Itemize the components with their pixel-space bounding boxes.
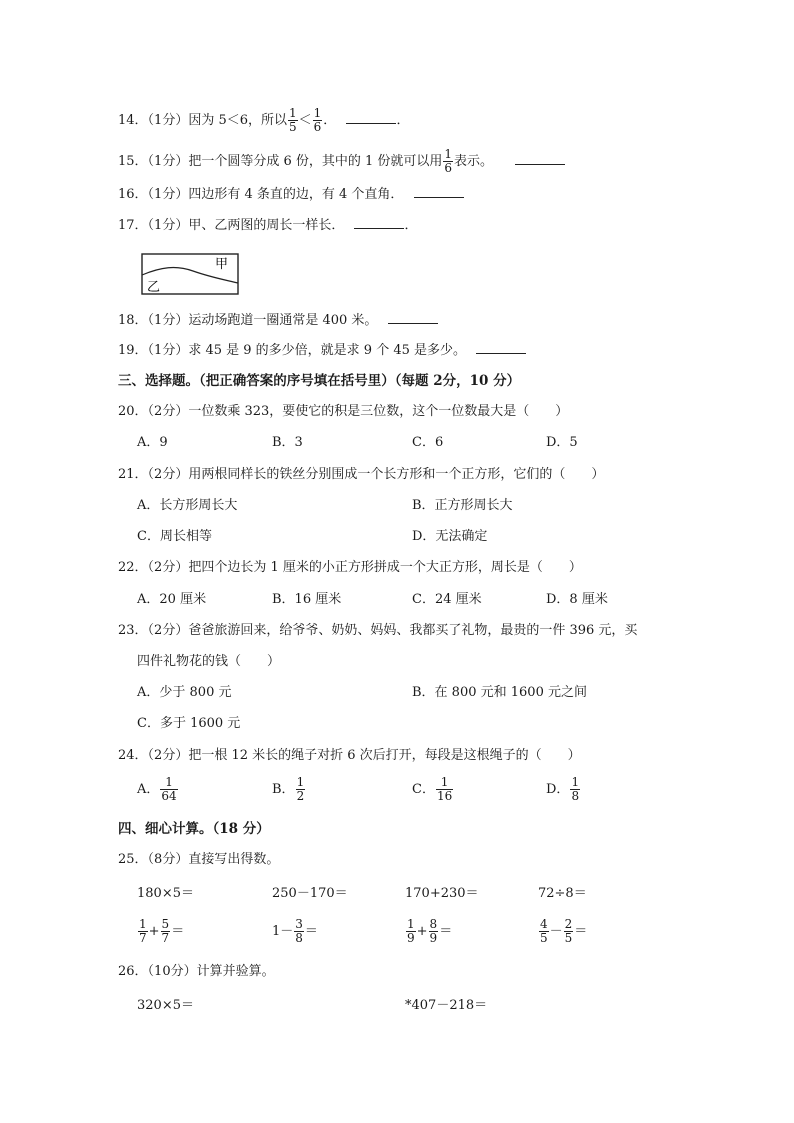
q14-text: 14．（1分）因为 5＜6，所以 [118, 113, 287, 128]
q14-fraction-1: $\frac{1}{5}$ [289, 106, 297, 134]
q15-fraction: $\frac{1}{6}$ [444, 147, 453, 175]
q25-expr-3: 170+230＝ [405, 886, 479, 901]
question-23-continued: 四件礼物花的钱（ ） [137, 654, 281, 669]
question-14: 14．（1分）因为 5＜6，所以 $\frac{1}{5}$ ＜ $\frac{1}{6}$ ． ． [118, 106, 410, 134]
q21-option-c[interactable]: C．周长相等 [137, 529, 212, 544]
q21-option-b[interactable]: B．正方形周长大 [412, 498, 513, 513]
answer-blank-17[interactable] [354, 216, 404, 229]
q22-option-c[interactable]: C．24 厘米 [412, 592, 482, 607]
q20-option-c[interactable]: C．6 [412, 435, 444, 450]
q25-frac-expr-3: $\frac{1}{9}$ + $\frac{8}{9}$ ＝ [407, 917, 453, 945]
q22-option-b[interactable]: B．16 厘米 [272, 592, 342, 607]
q25-expr-4: 72÷8＝ [538, 886, 587, 901]
question-18: 18．（1分）运动场跑道一圈通常是 400 米。 [118, 311, 438, 331]
q25-expr-2: 250－170＝ [272, 886, 348, 901]
question-19: 19．（1分）求 45 是 9 的多少倍，就是求 9 个 45 是多少。 [118, 341, 526, 361]
q26-expr-2: *407－218＝ [405, 998, 488, 1013]
question-24: 24．（2分）把一根 12 米长的绳子对折 6 次后打开，每段是这根绳子的（ ） [118, 748, 581, 763]
q25-frac-expr-2: 1－ $\frac{3}{8}$ ＝ [272, 917, 318, 945]
answer-blank-15[interactable] [515, 152, 565, 165]
question-21: 21．（2分）用两根同样长的铁丝分别围成一个长方形和一个正方形，它们的（ ） [118, 467, 605, 482]
question-25: 25．（8分）直接写出得数。 [118, 852, 280, 867]
q20-option-a[interactable]: A．9 [137, 435, 168, 450]
answer-blank-16[interactable] [414, 185, 464, 198]
q25-expr-1: 180×5＝ [137, 886, 194, 901]
q14-fraction-2: $\frac{1}{6}$ [313, 106, 322, 134]
section-3-title: 三、选择题。（把正确答案的序号填在括号里）（每题 2分，10 分） [118, 373, 521, 389]
q23-option-c[interactable]: C．多于 1600 元 [137, 716, 241, 731]
q20-option-d[interactable]: D．5 [546, 435, 578, 450]
answer-blank-19[interactable] [476, 341, 526, 354]
q26-expr-1: 320×5＝ [137, 998, 194, 1013]
answer-blank-18[interactable] [388, 311, 438, 324]
q17-figure-jia-yi [141, 253, 239, 295]
q25-frac-expr-1: $\frac{1}{7}$ + $\frac{5}{7}$ ＝ [139, 917, 185, 945]
q24-option-d[interactable]: D． $\frac{1}{8}$ [546, 775, 580, 803]
q22-option-a[interactable]: A．20 厘米 [137, 592, 207, 607]
question-26: 26．（10分）计算并验算。 [118, 964, 275, 979]
q21-option-a[interactable]: A．长方形周长大 [137, 498, 238, 513]
question-15: 15．（1分）把一个圆等分成 6 份，其中的 1 份就可以用 $\frac{1}{6}$ 表示。 [118, 148, 565, 175]
label-yi: 乙 [147, 280, 161, 295]
q23-option-b[interactable]: B．在 800 元和 1600 元之间 [412, 685, 587, 700]
section-4-title: 四、细心计算。（18 分） [118, 821, 270, 837]
label-jia: 甲 [215, 257, 229, 272]
question-22: 22．（2分）把四个边长为 1 厘米的小正方形拼成一个大正方形，周长是（ ） [118, 560, 582, 575]
question-17: 17．（1分）甲、乙两图的周长一样长． ． [118, 218, 418, 233]
question-23: 23．（2分）爸爸旅游回来，给爷爷、奶奶、妈妈、我都买了礼物，最贵的一件 396 元，买 [118, 623, 638, 638]
q24-option-c[interactable]: C． $\frac{1}{16}$ [412, 775, 453, 803]
q24-option-b[interactable]: B． $\frac{1}{2}$ [272, 775, 305, 803]
q25-frac-expr-4: $\frac{4}{5}$ － $\frac{2}{5}$ ＝ [540, 917, 588, 945]
q21-option-d[interactable]: D．无法确定 [412, 529, 488, 544]
q17-rectangle-diagram [141, 253, 239, 295]
q23-option-a[interactable]: A．少于 800 元 [137, 685, 232, 700]
q24-option-a[interactable]: A． $\frac{1}{64}$ [137, 775, 177, 803]
q22-option-d[interactable]: D．8 厘米 [546, 592, 608, 607]
question-16: 16．（1分）四边形有 4 条直的边，有 4 个直角． [118, 185, 464, 205]
q20-option-b[interactable]: B．3 [272, 435, 303, 450]
question-20: 20．（2分）一位数乘 323，要使它的积是三位数，这个一位数最大是（ ） [118, 404, 569, 419]
answer-blank-14[interactable] [346, 111, 396, 124]
